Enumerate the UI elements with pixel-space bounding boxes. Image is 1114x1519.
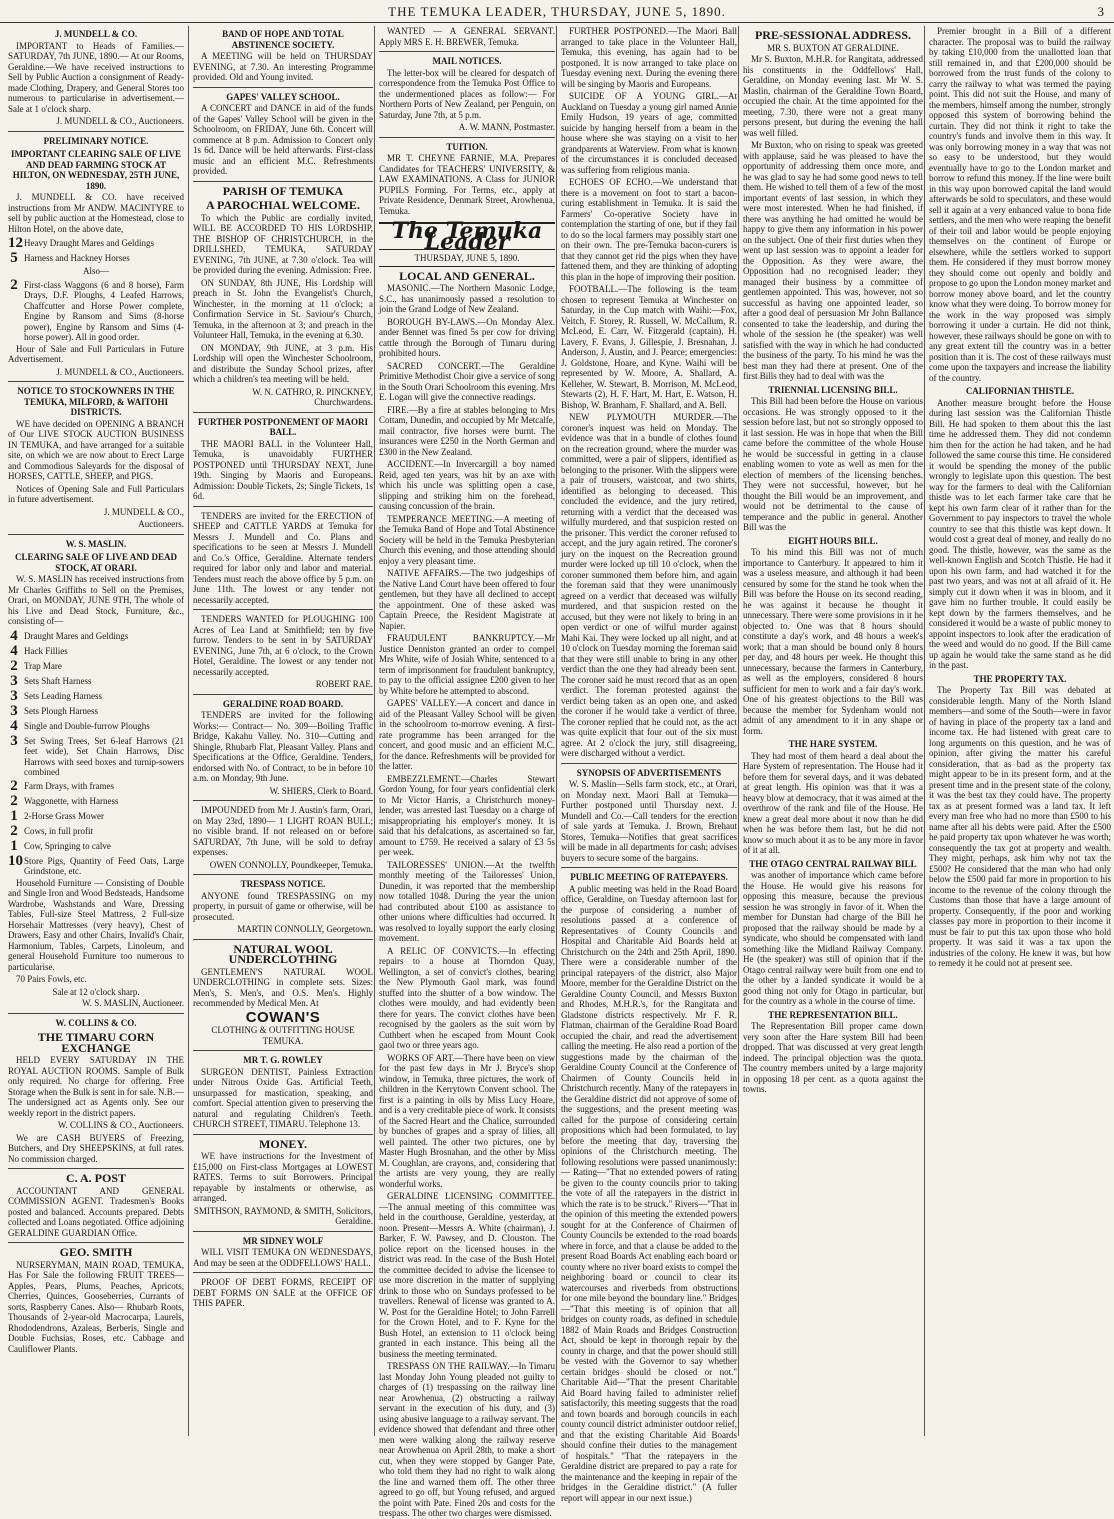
cash-buyers-text: We are CASH BUYERS of Freezing, Butchers, and Dry SHEEPSKINS, at full rates. No commission charged. (8, 1132, 184, 1164)
divider (193, 874, 373, 875)
rowley-heading: MR T. G. ROWLEY (243, 1055, 323, 1065)
lot-description: Harness and Hackney Horses (24, 253, 130, 263)
column-6 (924, 26, 1111, 1436)
post-heading: C. A. POST (65, 1171, 126, 1185)
monday-text: ON MONDAY, 9th JUNE, at 3 p.m. His Lordship will open the Winchester Schoolroom, and distribute the Sunday School prizes, after which a children's tea meeting will be held. (193, 342, 373, 384)
lot-quantity: 3 (10, 687, 18, 704)
lot-quantity: 10 (8, 852, 23, 869)
address-paragraph: This Bill had been before the House on various occasions. He was strongly opposed to it the session before last, but not so strongly opposed to it last session. He was in hope that when the Bill came before the committee of the whole House he would be successful in getting in a clause enabling women to vote as well as men for the election of members of the licensing benches. They were not successful, however, but he thought the Bill would be an improvement, and would not be detrimental to the cause of temperance and the public in general. Another Bill was the (743, 396, 923, 532)
gapes-valley-heading: GAPES' VALLEY SCHOOL. (226, 91, 340, 102)
fowls: 70 Pairs Fowls, etc. (16, 974, 87, 984)
news-item: NATIVE AFFAIRS.—The two judgeships of the Native Land Court have been offered to four gentlemen, but they have all declined to accept the appointment. One of these asked was Captain Preece, the Resident Magistrate at Napier. (379, 568, 555, 631)
lot-description: Single and Double-furrow Ploughs (24, 720, 150, 731)
lot-item (8, 719, 184, 733)
lot-quantity: 3 (10, 702, 18, 719)
hilton-lots-2 (8, 278, 184, 343)
orari-sale-text: W. S. MASLIN has received instructions from Mr Charles Griffiths to Sell on the Premises, Orari, on MONDAY, JUNE 9TH, The whole of his Live and Dead Stock, Furniture, &c., consisting of— (8, 574, 184, 626)
divider (8, 381, 184, 382)
mundell-heading: J. MUNDELL & CO. (54, 29, 138, 39)
licensing-heading: TRIENNIAL LICENSING BILL. (768, 384, 898, 395)
cowan-sub: CLOTHING & OUTFITTING HOUSE TEMUKA. (211, 1025, 355, 1046)
band-of-hope-text: A MEETING will be held on THURSDAY EVENING, at 7.30. An interesting Programme provided. Old and Young invited. (193, 51, 373, 82)
connolly-signature: OWEN CONNOLLY, Poundkeeper, Temuka. (209, 859, 373, 870)
divider (193, 506, 373, 507)
representation-heading: THE REPRESENTATION BILL. (768, 1009, 898, 1020)
parochial-welcome-heading: A PAROCHIAL WELCOME. (206, 198, 360, 212)
smithson-signature: SMITHSON, RAYMOND, & SMITH, Solicitors, Geraldine. (193, 1205, 373, 1226)
news-item: FRAUDULENT BANKRUPTCY.—Mr Justice Denniston granted an order to compel Mrs White, wife of Josiah White, sentenced to a term of imprisonment for fraudulent bankruptcy, to pay to the official assignee £200 given to her by White before he attempted to abscond. (379, 633, 555, 696)
trespass-heading: TRESPASS NOTICE. (240, 879, 326, 889)
lot-quantity: 3 (10, 732, 18, 749)
lot-description: Sets Plough Harness (24, 705, 98, 716)
address-paragraph: Another measure brought before the House during last session was the Californian Thistle Bill. He had spoken to them about this the last time he addressed them. They did not condemn him then for the action he had taken, and he had followed the same course this time. He considered it would be spending the money of the public wrongly to legislate upon this question. The best way for the farmers to deal with the Californian thistle was to let each farmer take care that he kept his own farm clear of it rather than for the Government to pay inspectors to travel the whole country to see that this thistle was kept down. It would cost a great deal of money, and really do no good. The thistle, however, was the same as the well-known English and Scotch Thistle. He had it upon his own farm, and had watched it for the past two years, and was not at all afraid of it. He simply cut it down when it was in bloom, and it gave him no further trouble. It could easily be kept down by the farmers themselves, and he considered it would be a waste of public money to appoint inspectors to look after the eradication of the weed and would do no good. If the Bill came up again he would take the same stand as he did in the past. (929, 397, 1111, 670)
mundell-signature: J. MUNDELL & CO., Auctioneers. (56, 116, 184, 126)
lot-description: Waggonette, with Harness (24, 795, 119, 806)
wolf-heading: MR SIDNEY WOLF (242, 1235, 324, 1246)
divider (193, 1231, 373, 1232)
maslin-heading: W. S. MASLIN. (65, 538, 127, 549)
news-item: FIRE.—By a fire at stables belonging to Mrs Cottam, Dunedin, and occupied by Mr Metcalfe, mail contractor, five horses were burnt. The insurances were £250 in the North German and £300 in the New Zealand. (379, 404, 555, 457)
divider (8, 131, 184, 132)
hilton-sale-text: J. MUNDELL & CO. have received instructions from Mr ANDW. MACINTYRE to sell by public auction at the Homestead, close to Hilton Hotel, on the above date, (8, 192, 184, 234)
news-item: TAILORESSES' UNION.—At the twelfth monthly meeting of the Tailoresses' Union, Dunedin, it was reported that the membership now totalled 1048. During the year the union had contributed about £100 as assistance to other unions where difficulties had occurred. It was resolved to loyally support the early closing movement. (379, 859, 555, 943)
lot-quantity: 2 (10, 822, 18, 839)
orari-sale-heading: CLEARING SALE OF LIVE AND DEAD STOCK, AT ORARI. (15, 552, 177, 573)
address-paragraph: Mr S. Buxton, M.H.R. for Rangitata, addressed his constituents in the Oddfellows' Hall, Geraldine, on Monday evening last. Mr W. S. Maslin, chairman of the Geraldine Town Board, occupied the chair. At the time appointed for the meeting, 7.30, there were not a great many persons present, but during the evening the hall was well filled. (743, 54, 923, 138)
smith-text: NURSERYMAN, MAIN ROAD, TEMUKA, Has For Sale the following FRUIT TREES— Apples, Pears, Plums, Peaches, Apricots, Cherries, Quinces, Gooseberries, Currants of sorts, Raspberry Canes. Also— Rhubarb Roots, Thousands of 2-year-old Macrocarpa, Laurels, Rhododendrons, Azaleas, Berberis, Single and Double Fuchsias, Roses, etc. Cabbage and Cauliflower Plants. (8, 1259, 184, 1354)
trespass-text: ANYONE found TRESPASSING on my property, in pursuit of game or otherwise, will be prosecuted. (193, 890, 373, 922)
lot-quantity: 2 (10, 276, 18, 293)
news-item: ACCIDENT.—In Invercargill a boy named Reid, aged ten years, was hit by an axe with which his uncle was splitting open a case, slipping and striking him on the forehead, causing concussion of the brain. (379, 459, 555, 511)
mail-notices-text: The letter-box will be cleared for despatch of correspondence from the Temuka Post Office to the undermentioned places as follow:— For Northern Ports of New Zealand, per Penguin, on Saturday, June 7th, at 5 p.m. (379, 67, 555, 120)
news-item: BOROUGH BY-LAWS.—On Monday Alex. ander Bennet was fined 5s per cow for driving cattle through the Borough of Timaru during prohibited hours. (379, 316, 555, 358)
lot-description: Store Pigs, Quantity of Feed Oats, Large Grindstone, etc. (24, 855, 184, 876)
lot-quantity: 2 (10, 777, 18, 794)
wool-heading: NATURAL WOOL UNDERCLOTHING (228, 941, 338, 966)
lot-quantity: 1 (10, 807, 18, 824)
news-item: FOOTBALL.—The following is the team chosen to represent Temuka at Winchester on Saturday, in the Cup match with Waihi:—Fox, Veitch, F. Storey, R. Russell, W. McCallum, R. McLeod, E. Carr, W. Fitzgerald (captain), H. Lavery, F. Evans, J. Gillespie, J. Bresnahan, J. Anderson, J. Austin, and J. Pearce; emergencies: J. Goldstone, Hoare, and Kyne. Waihi will be represented by W. Moore, A. Shallard, A. Kelleher, W. Stewart, B. Morrison, M. McLeod, Stewarts (2), H. F. Hart, M. Hart, E. Watson, H. Bishop, W. Branham, F. Shallard, and A. Bell. (561, 284, 737, 410)
tuition-text: MR T. CHEYNE FARNIE, M.A. Prepares Candidates for TEACHERS' UNIVERSITY, & LAW EXAMINATIONS. A Class for JUNIOR PUPILS Forming. For Terms, etc., apply at Private Residence, Denmark Street, Arowhenua, Temuka. (379, 153, 555, 216)
lot-description: Cow, Springing to calve (24, 840, 111, 851)
lot-description: Hack Fillies (24, 645, 68, 656)
tenders-yards-text: TENDERS are invited for the ERECTION of SHEEP and CATTLE YARDS at Temuka for Messrs J. Mundell and Co. Plans and specifications to be seen at Messrs J. Mundell and Co.'s Office, Geraldine. Alternate tenders required for labor only and labor and material. Tenders must reach the above office by 5 p.m. on June 11th. The lowest or any tender not necessarily accepted. (193, 510, 373, 605)
shiers-signature: W. SHIERS, Clerk to Board. (269, 785, 373, 796)
lot-quantity: 4 (10, 717, 18, 734)
divider (561, 763, 737, 764)
divider (193, 800, 373, 801)
lot-item (8, 809, 184, 823)
hilton-footer: Hour of Sale and Full Particulars in Future Advertisement. (8, 343, 184, 364)
news-item: GAPES' VALLEY.—A concert and dance in aid of the Pleasant Valley School will be given in the schoolroom to-morrow evening. A first-rate programme has been arranged for the concert, and good music and an efficient M.C. for the dance. Refreshments will be provided for the latter. (379, 698, 555, 771)
column-3 (374, 26, 555, 1518)
lot-item (8, 644, 184, 658)
stockowners-text: WE have decided on OPENING A BRANCH of Our LIVE STOCK AUCTION BUSINESS IN TEMUKA, and have arranged for a suitable site, on which we are now about to Erect Large and Commodious Saleyards for the disposal of HORSES, CATTLE, SHEEP, and PIGS. (8, 418, 184, 481)
hilton-sale-heading: IMPORTANT CLEARING SALE OF LIVE AND DEAD FARMING STOCK AT HILTON, ON WEDNESDAY, 25TH JUNE, 1890. (10, 149, 182, 191)
lot-description: Sets Shaft Harness (24, 675, 92, 686)
lot-item (8, 629, 184, 643)
lot-quantity: 5 (10, 250, 18, 266)
masthead (0, 0, 1114, 23)
also-label: Also— (82, 266, 109, 276)
lot-quantity: 2 (10, 792, 18, 809)
lot-item (8, 689, 184, 703)
masthead-title: THE TEMUKA LEADER, THURSDAY, JUNE 5, 1890. (388, 4, 726, 19)
local-general-heading: LOCAL AND GENERAL. (399, 268, 535, 283)
public-meeting-text: A public meeting was held in the Road Board office, Geraldine, on Tuesday afternoon last for the purpose of considering a number of resolutions passed at a conference of Representatives of County Councils and Hospital and Charitable Aid Boards held at Christchurch on the 24th and 25th April, 1890. There were a considerable number of the principal ratepayers of the district, also Major Moore, member for the Geraldine District on the Geraldine County Council, and Messrs Buxton and Rhodes, M.H.R.'s, for the Rangitata and Gladstone districts respectively. Mr F. R. Flatman, chairman of the Geraldine Road Board occupied the chair, and read the advertisement calling the meeting. He also read a portion of the suggestions made by the chairman of the Geraldine County Council at the Conference of Chairmen of County Councils held in Christchurch recently. Many of the ratepayers in the Geraldine district did not approve of some of the suggestions, and the present meeting was called for the purpose of considering certain propositions which had been formulated, to lay before the meeting that day, traversing the opinions of the Christchurch meeting. The following resolutions were passed unanimously:— Rating—"That no extended powers of rating be given to the county councils prior to taking the vote of all the ratepayers in the district in which the rate is to be struck." Rivers—"That in the opinion of this meeting the extended powers sought for at the Conference of Chairmen of County Councils be extended to the road boards where in force, and that a clause be added to the present Road Boards Act enabling each board or county where no river board exists to compel the neighboring board or council to clear its watercourses and riverbeds from obstructions for one mile beyond the boundary line." Bridges—"That this meeting is of opinion that all bridges on county roads, as defined in schedule 1882 of Main Roads and Bridges Construction Act, should be kept in thorough repair by the county in charge, and that the power should still be vested with the Governor to say whether certain bridges should be closed or not." Charitable Aid—"That the present Charitable Aid Board having failed to administer relief satisfactorily, this meeting suggests that the road and town boards and borough councils in each county council district administer outdoor relief, and that the existing Charitable Aid Boards should confine their duties to the management of hospitals." "That the ratepayers in the Geraldine district are prepared to pay a rate for the maintenance and the keeping in repair of the bridges in the Geraldine district." (A fuller report will appear in our next issue.) (561, 883, 737, 1503)
proof-of-debt-text: PROOF OF DEBT FORMS, RECEIPT OF DEBT FORMS ON SALE at the OFFICE OF THIS PAPER. (193, 1277, 373, 1308)
lot-item (8, 236, 184, 250)
lot-item (8, 251, 184, 265)
divider (193, 1050, 373, 1051)
address-paragraph: Mr Buxton, who on rising to speak was greeted with applause, said he was pleased to have the opportunity of addressing them once more, and he was glad to say he had some good news to tell them. He wished to tell them of a few of the most important events of last session, in which they were most interested. When he had finished, if there was anything he had omitted he would be happy to give them any information in his power on the subject. One of their first duties when they went up last session was to appoint a leader for the Opposition. As they were aware, the Opposition had no recognised leader; they managed their business by a committee of gentlemen appointed. This was, however, not so successful as having one appointed leader, so after a good deal of persuasion Mr John Ballance consented to take the leadership, and during the whole of the session he (the speaker) was well satisfied with the way in which he had conducted the business of the party. To his mind he was the best man they had there at present. One of the first Bills they had to deal with was the (743, 140, 923, 381)
address-paragraph: They had most of them heard a deal about the Hare System of representation. The House had it before them for several days, and it was debated at great length. His opinion was that it was a heavy blow at democracy, that it was aimed at the overthrow of the rank and file of the House. He knew a great deal more about it now than he did when he was before them last, but he did not know so much about it as to be any more in favor of it at all. (743, 750, 923, 855)
divider (379, 137, 555, 138)
lot-description: First-class Waggons (6 and 8 horse), Farm Drays, D.F. Ploughs, 4 Leafed Harrows, Chaffcutter and Horse Power complete, Engine by Ransom and Sims (8-horse power), Engine by Ransom and Sims (4-horse power). All in good order. (24, 279, 184, 342)
news-item: EMBEZZLEMENT.—Charles Stewart Gordon Young, for four years confidential clerk to Mr Victor Harris, a Christchurch money-lender, was arrested last Tuesday on a charge of misappropriating his employer's money. It is said that his defalcations, as ascertained so far, amount to £759. He received a salary of £3 5s per week. (379, 773, 555, 857)
news-item: FURTHER POSTPONED.—The Maori Ball arranged to take place in the Volunteer Hall, Temuka, this evening, has again had to be postponed. It is now arranged to take place on Tuesday evening next. During the evening there will be singing by Maoris and Europeans. (561, 26, 737, 89)
lot-quantity: 2 (10, 657, 18, 674)
news-item: MASONIC.—The Northern Masonic Lodge, S.C., has unanimously passed a resolution to join the Grand Lodge of New Zealand. (379, 283, 555, 314)
lot-description: Farm Drays, with frames (24, 780, 114, 791)
collins-signature: W. COLLINS & CO., Auctioneers. (57, 1120, 184, 1130)
news-item: TRESPASS ON THE RAILWAY.—In Timaru last Monday John Young pleaded not guilty to charges of (1) trespassing on the railway line near Arowhenua, (2) obstructing a railway servant in the execution of his duty, and (3) using abusive language to a railway servant. The evidence showed that defendant and three other men were walking along the railway reserve near Arowhenua on April 28th, to make a short cut, when they were stopped by Ganger Pate, who told them they had no right to walk along the line and warned them off. The other three agreed to go off, but Young refused, and argued the point with Pate. Fined 20s and costs for the trespass. The other two charges were dismissed. (379, 1361, 555, 1518)
divider (193, 181, 373, 182)
lot-item (8, 278, 184, 343)
lot-item (8, 734, 184, 778)
divider (193, 412, 373, 413)
news-item: A RELIC OF CONVICTS.—In effecting repairs to a house at Thorndon Quay, Wellington, a set of convict's clothes, bearing the New Plymouth Gaol mark, was found stuffed into the shutter of a bow window. The clothes were mouldy, and had evidently been there for years. The convict clothes have been recognised by the gaolers as the suit worn by Cuthbert when he escaped from Mount Cook gaol two or three years ago. (379, 945, 555, 1050)
mundell-notice: IMPORTANT to Heads of Families.— SATURDAY, 7th JUNE, 1890.— At our Rooms, Geraldine.—We have received instructions to Sell by Public Auction a consignment of Ready-made Clothing, Drapery, and General Stores too numerous to particularise in advertisement.—Sale at 1 o'clock sharp. (8, 40, 184, 114)
wanted-text: WANTED — A GENERAL SERVANT. Apply MRS E. H. BREWER, Temuka. (379, 26, 555, 47)
lot-item (8, 794, 184, 808)
mundell-signature-3: J. MUNDELL & CO., (103, 506, 184, 517)
wolf-text: WILL VISIT TEMUKA ON WEDNESDAYS, And may be seen at the ODDFELLOWS' HALL. (193, 1247, 373, 1268)
mundell-signature-3b: Auctioneers. (138, 519, 184, 529)
lot-quantity: 4 (10, 642, 18, 659)
address-paragraph: Premier brought in a Bill of a different character. The proposal was to build the railway by taking £10,000 from the unallotted loan that still remained in, and that £200,000 should be borrowed from the trust funds of the colony to carry the railway to what was termed the paying point. This did not suit the House, and many of the members, himself among the number, strongly opposed this system of borrowing behind the curtain. They did not think it right to take the country's funds and involve them in this way. It was only borrowing money in a way that was not so easy to be understood, but they would eventually have to go to the London market and borrow to refund this money. If the line were built in this way upon borrowed capital the land would afterwards be sold to speculators, and these would sell it again at a very enhanced value to bona fide settlers, and the men who were reaping the benefit of their toil and labor would be people enjoying themselves on the continent of Europe or elsewhere, while the settlers worked to support them. He considered if they must borrow money they should come out openly and boldly and propose to go upon the London money market and borrow money above board, and let the country know what they were doing. To borrow money for the work in the way proposed was simply borrowing it under a curtain. He did not think, however, these railways should be gone on with to any great extent till the country was in a better position than it is. The cost of these railways must come upon the taxpayers and increase the liability of the country. (929, 26, 1111, 383)
lot-item (8, 704, 184, 718)
divider (193, 939, 373, 940)
tenders-ploughing-text: TENDERS WANTED for PLOUGHING 100 Acres of Lea Land at Smithfield; ten by five furrow. Tenders to be sent in by SATURDAY EVENING, June 7th, at 6 o'clock, to the Crown Hotel, Geraldine. The lowest or any tender not necessarily accepted. (193, 614, 373, 677)
property-tax-heading: THE PROPERTY TAX. (973, 673, 1067, 684)
address-subheading: MR S. BUXTON AT GERALDINE. (767, 42, 899, 53)
mundell-signature-2: J. MUNDELL & CO., Auctioneers. (56, 366, 184, 377)
lot-quantity: 4 (10, 627, 18, 644)
smith-heading: GEO. SMITH (59, 1245, 133, 1259)
maori-ball-text: THE MAORI BALL in the Volunteer Hall, Temuka, is unavoidably FURTHER POSTPONED until THURSDAY NEXT, June 19th. Singing by Maoris and Europeans. Admission: Double Tickets, 2s; Single Tickets, 1s 6d. (193, 438, 373, 501)
otago-railway-heading: THE OTAGO CENTRAL RAILWAY BILL (749, 858, 917, 869)
corn-exchange-heading: THE TIMARU CORN EXCHANGE (37, 1030, 155, 1055)
gapes-valley-text: A CONCERT and DANCE in aid of the funds of the Gapes' Valley School will be given in the Schoolroom, on FRIDAY, June 6th. Concert will commence at 8 p.m. Admission to Concert only 1s 6d. Dance will be held afterwards. First-class music and an efficient M.C. Refreshments provided. (193, 103, 373, 176)
hare-system-heading: THE HARE SYSTEM. (788, 739, 878, 749)
wool-text: GENTLEMEN'S NATURAL WOOL UNDERCLOTHING in complete sets. Sizes: Men's, S. Men's, and O.S. Men's. Highly recommended by Medical Men. At (193, 966, 373, 1008)
collins-heading: W. COLLINS & CO. (55, 1017, 137, 1028)
thistle-heading: CALIFORNIAN THISTLE. (965, 386, 1075, 396)
column-4 (556, 26, 737, 1503)
stockowners-text-2: Notices of Opening Sale and Full Particulars in future advertisement. (8, 483, 184, 504)
news-item: GERALDINE LICENSING COMMITTEE.—The annual meeting of this committee was held in the courthouse, Geraldine, yesterday, at noon. Present—Messrs A. White (chairman), J. Barker, F. W. Pawsey, and D. Clouston. The police report on the licensed houses in the district was read. In the case of the Bush Hotel the committee decided to advise the licensee to use more discretion in the matter of supplying drink to those who on Sundays professed to be travellers. Renewal of license was granted to A. W. Post for the Geraldine Hotel; to John Farrell for the Crown Hotel, and to F. Kyne for the Bush Hotel, an extension to 11 o'clock being granted in each instance. This being all the business the meeting terminated. (379, 1191, 555, 1359)
news-item: TEMPERANCE MEETING.—A meeting of the Temuka Band of Hope and Total Abstinence Society will be held in the Temuka Presbyterian Church this evening, and those attending should enjoy a very pleasant time. (379, 513, 555, 566)
divider (8, 1242, 184, 1243)
hilton-lots (8, 236, 184, 265)
lot-description: 2-Horse Grass Mower (24, 810, 104, 821)
divider (193, 694, 373, 695)
divider (193, 87, 373, 88)
lot-description: Sets Leading Harness (24, 690, 102, 701)
preliminary-heading: PRELIMINARY NOTICE. (43, 135, 149, 146)
lot-item (8, 674, 184, 688)
road-board-text: TENDERS are invited for the following Works:— Contract— No. 309—Boiling Traffic Bridge, Kakahu Valley. No. 310—Cutting and Shingle, Rhubarb Flat, Pleasant Valley. Plans and Specifications at the Office, Geraldine. Tenders, endorsed with No. of Contract, to be in before 10 a.m. on Monday, 9th June. (193, 710, 373, 783)
newspaper-masthead: The Temuka Leader (379, 222, 555, 250)
band-of-hope-heading: BAND OF HOPE AND TOTAL ABSTINENCE SOCIETY. (222, 29, 344, 50)
churchwardens-signature: W. N. CATHRO, R. PINCKNEY, Churchwardens. (252, 386, 373, 407)
address-paragraph: The Representation Bill proper came down very soon after the Hare system Bill had been dropped. That was discussed at very great length indeed. The principal objection was the quota. The country members united by a large majority in opposing 18 per cent. as a quota against the towns. (743, 1021, 923, 1094)
rowley-text: SURGEON DENTIST, Painless Extraction under Nitrous Oxide Gas. Artificial Teeth, unsurpassed for mastication, speaking, and comfort. Special attention given to preserving the natural and regulating Children's Teeth. CHURCH STREET, TIMARU. Telephone 13. (193, 1066, 373, 1129)
household-furniture: Household Furniture — Consisting of Double and Single Iron and Wood Bedsteads, Handsome Wardrobe, Washstands and Ware, Dressing Tables, Full-size Steel Mattress, 2 Full-size Horsehair Mattresses (very heavy), Chest of Drawers, Easy and other Chairs, Invalid's Chair, Harmonium, Tables, Carpets, Linoleum, and general Household Furniture too numerous to particularise. (8, 877, 184, 972)
parish-heading: PARISH OF TEMUKA (222, 183, 344, 198)
money-heading: MONEY. (259, 1136, 307, 1151)
mann-signature: A. W. MANN, Postmaster. (458, 122, 555, 132)
news-item: SUICIDE OF A YOUNG GIRL.—At Auckland on Tuesday a young girl named Annie Emily Hudson, 19 years of age, committed suicide by hanging herself from a beam in the house where she was staying on a visit to her grandparents at Waterview. From what is known of the circumstances it is concluded deceased was suffering from religious mania. (561, 91, 737, 175)
news-item: SACRED CONCERT.—The Geraldine Primitive Methodist Choir give a service of song in the South Orari Schoolroom this evening. Mrs E. Logan will give the connective readings. (379, 360, 555, 402)
welcome-text: To which the Public are cordially invited, WILL BE ACCORDED TO HIS LORDSHIP, THE BISHOP OF CHRISTCHURCH, in the DRILLSHED, TEMUKA, SATURDAY EVENING, 7th JUNE, at 7.30 o'clock. Tea will be provided during the evening. Admission: Free. (193, 212, 373, 275)
synopsis-text: W. S. Maslin—Sells farm stock, etc., at Orari, on Monday next. Maori Ball at Temuka—Further postponed until Thursday next. J. Mundell and Co.—Call tenders for the erection of sale yards at Temuka. J. Brown, Brehaut Stores, Temuka—Notifies that great sacrifices will be made in all departments for cash; advises buyers to secure some of the bargains. (561, 779, 737, 863)
lot-item (8, 779, 184, 793)
road-board-heading: GERALDINE ROAD BOARD. (222, 698, 344, 709)
lot-quantity: 12 (8, 235, 23, 251)
synopsis-heading: SYNOPSIS OF ADVERTISEMENTS (576, 767, 722, 778)
mail-notices-heading: MAIL NOTICES. (432, 56, 502, 66)
divider (193, 609, 373, 610)
public-meeting-heading: PUBLIC MEETING OF RATEPAYERS. (570, 872, 728, 882)
maslin-signature: W. S. MASLIN, Auctioneer. (82, 998, 184, 1008)
lot-quantity: 1 (10, 837, 18, 854)
lot-item (8, 839, 184, 853)
post-text: ACCOUNTANT AND GENERAL COMMISSION AGENT. Tradesmen's Books posted and balanced. Accounts prepared. Debts collected and Loans negotiated. Office adjoining GERALDINE GUARDIAN Office. (8, 1185, 184, 1238)
sale-time: Sale at 12 o'clock sharp. (52, 986, 140, 997)
lot-item (8, 824, 184, 838)
divider (193, 1272, 373, 1273)
newspaper-date: THURSDAY, JUNE 5, 1890. (379, 252, 555, 267)
corn-exchange-text: HELD EVERY SATURDAY IN THE ROYAL AUCTION ROOMS. Sample of Bulk only required. No charge for offering. Free Storage when the Bulk is sent in for sale. N.B.—The undersigned act as Agents only. See our weekly report in the district papers. (8, 1055, 184, 1118)
maori-ball-heading: FURTHER POSTPONEMENT OF MAORI BALL. (198, 416, 368, 437)
lot-item (8, 659, 184, 673)
lot-item (8, 854, 184, 877)
divider (379, 51, 555, 52)
news-item: WORKS OF ART.—There have been on view for the past few days in Mr J. Bryce's shop window, in Temuka, three pictures, the work of children in the Kerrytown Convent school. The first is a painting in oils by Miss Lucy Hoare, and is a very creditable piece of work. It consists of the Sacred Heart and the Chalice, surrounded by bunches of grapes and a spray of lilies, all well painted. The other two pictures, one by Master Hugh Brosnahan, and the other by Miss M. Coughlan, are crayons, and, considering that the artists are very young, they are really wonderful works. (379, 1052, 555, 1189)
lot-description: Draught Mares and Geldings (24, 630, 129, 641)
divider (193, 1134, 373, 1135)
divider (8, 534, 184, 535)
lot-description: Cows, in full profit (24, 825, 93, 836)
column-5 (738, 26, 923, 1436)
martin-signature: MARTIN CONNOLLY, Georgetown. (237, 924, 373, 934)
address-paragraph: The Property Tax Bill was debated at considerable length. Many of the North Island members—and some of the South—were in favor of having in place of the property tax a land and income tax. He had listened with great care to long arguments on this question, and he was of opinion, after giving the matter his careful consideration, that as bad as the property tax might appear to be in its present form, and at the present time and in the present state of the colony, it was the best tax they could have. The property tax as at present formed was a land tax. It left every man free who had no more than £500 to his name after all his debts were paid. After the £500 he paid property tax upon whatever he was worth; consequently the tax got at property and wealth. They might, perhaps, ask him why not tax the £500? He considered that the man who had only below the £500 paid far more in proportion to his income to the revenue of the colony through the Customs than those that have a large amount of property. Consequently, if the poor and working classes pay more in proportion to their income it must be fair to put this tax upon those who hold property. It was said it was a tax upon the industries of the colony. He knew it was, but how to remedy it he could not at present see. (929, 685, 1111, 968)
page-number: 3 (1097, 4, 1104, 19)
divider (8, 1013, 184, 1014)
address-heading: PRE-SESSIONAL ADDRESS. (754, 28, 912, 42)
divider (8, 1168, 184, 1169)
address-paragraph: To his mind this Bill was not of much importance to Canterbury. It appeared to him it was a useless measure, and although it had been censured by some for the stand he took when the Bill was before the House on its second reading, he was against it because he thought it unnecessary. There were some provisions in it he objected to. One was that 8 hours should constitute a day's work, and 48 hours a week's work; that a man should be bound only 8 hours per day, and 48 hours per week. He thought this unnecessary, because the farmers in Canterbury, as well as the employers, considered 8 hours sufficient for men to work and a fair day's work. One of his greatest objections to the Bill was because the member for Sydenham would not admit of any amendment to it in any shape or form. (743, 547, 923, 736)
money-text: WE have instructions for the Investment of £15,000 on First-class Mortgages at LOWEST RATES. Terms to suit Borrowers. Principal repayable by instalments or otherwise, as arranged. (193, 1151, 373, 1203)
stockowners-heading: NOTICE TO STOCKOWNERS IN THE TEMUKA, MILFORD, & WAITOHI DISTRICTS. (17, 386, 175, 417)
lot-description: Heavy Draught Mares and Geldings (24, 238, 154, 248)
lot-description: Trap Mare (24, 660, 62, 671)
sunday-text: ON SUNDAY, 8th JUNE, His Lordship will preach in St. John the Evangelist's Church, Winchester, in the morning at 11 o'clock; a Confirmation Service in St. Saviour's Church, Temuka, in the afternoon at 3; and preach in the Volunteer Hall, Temuka, in the evening at 6.30. (193, 277, 373, 340)
lot-description: Set Swing Trees, Set 6-leaf Harrows (21 feet wide), Set Chain Harrows, Disc Harrows with seed boxes and turnip-sowers combined (24, 735, 184, 777)
news-item: NEW PLYMOUTH MURDER.—The coroner's inquest was held on Monday. The evidence was that in a bundle of clothes found on the recreation ground, where the murder was committed, were a pair of slippers, identified as belonging to the prisoner. With the slippers were a pair of trousers, waistcoat, and two shirts, identified as belonging to deceased. This concluded the evidence, and the jury retired, returning with a verdict that the deceased was wilfully murdered, and that suspicion rested on the prisoner. This verdict the coroner refused to accept, and the jury again retired. The coroner's jury on the inquest on the Recreation ground murder were locked up till 10 o'clock, when the coroner summoned them before him, and again the foreman said that they were unanimously agreed on a verdict that deceased was wilfully murdered, and that suspicion rested on the accused, but they were not likely to bring in an open verdict or one of wilful murder against Mahi Kai. They were locked up all night, and at 10 o'clock on Tuesday morning the foreman said that they were still unable to bring in any other verdict than the one they had already been sent. The coroner said he must record that as an open verdict. The foreman protested against the verdict being taken as an open one, and asked the coroner if he would take a verdict of three. The coroner replied that he could not, as the act was quite explicit that four out of the six must agree. At 2 o'clock the jury, still disagreeing, were discharged without a verdict. (561, 412, 737, 758)
cowan-heading: COWAN'S (245, 1008, 321, 1026)
impounded-text: IMPOUNDED from Mr J. Austin's farm, Orari, on May 23rd, 1890— 1 LIGHT ROAN BULL; no visible brand. If not released on or before SATURDAY, 7th June, will be sold to defray expenses. (193, 805, 373, 857)
news-item: ECHOES OF ECHO.—We understand that there is a movement on foot to start a bacon-curing establishment in Temuka. It is said the Farmers' Co-operative Society have in contemplation the starting of one, but if they fail to do so the local farmers may possibly start one on their own. The pre-Temuka bacon-curers is that they cannot get rid the pigs when they have fattened them, and they are thinking of adopting this plan in the hope of improving their position. (561, 177, 737, 282)
eight-hours-heading: EIGHT HOURS BILL. (788, 535, 878, 546)
address-paragraph: was another of importance which came before the House. He would give his reasons for opposing this measure, because the previous session he was strongly in favor of it. When the member for Dunstan had charge of the Bill he proposed that the railway should be made by a syndicate, who should be compensated with land something like the Midland Railway Company. He (the speaker) was still of opinion that if the Otago central railway were built from one end to the other by a landed syndicate it would be a good thing not only for Otago in particular, but for the country as a whole in the course of time. (743, 870, 923, 1006)
divider (561, 867, 737, 868)
tuition-heading: TUITION. (446, 141, 488, 152)
rae-signature: ROBERT RAE. (315, 679, 373, 689)
lot-quantity: 3 (10, 672, 18, 689)
orari-lots (8, 629, 184, 877)
column-2 (188, 26, 373, 1436)
column-1 (8, 26, 184, 1436)
